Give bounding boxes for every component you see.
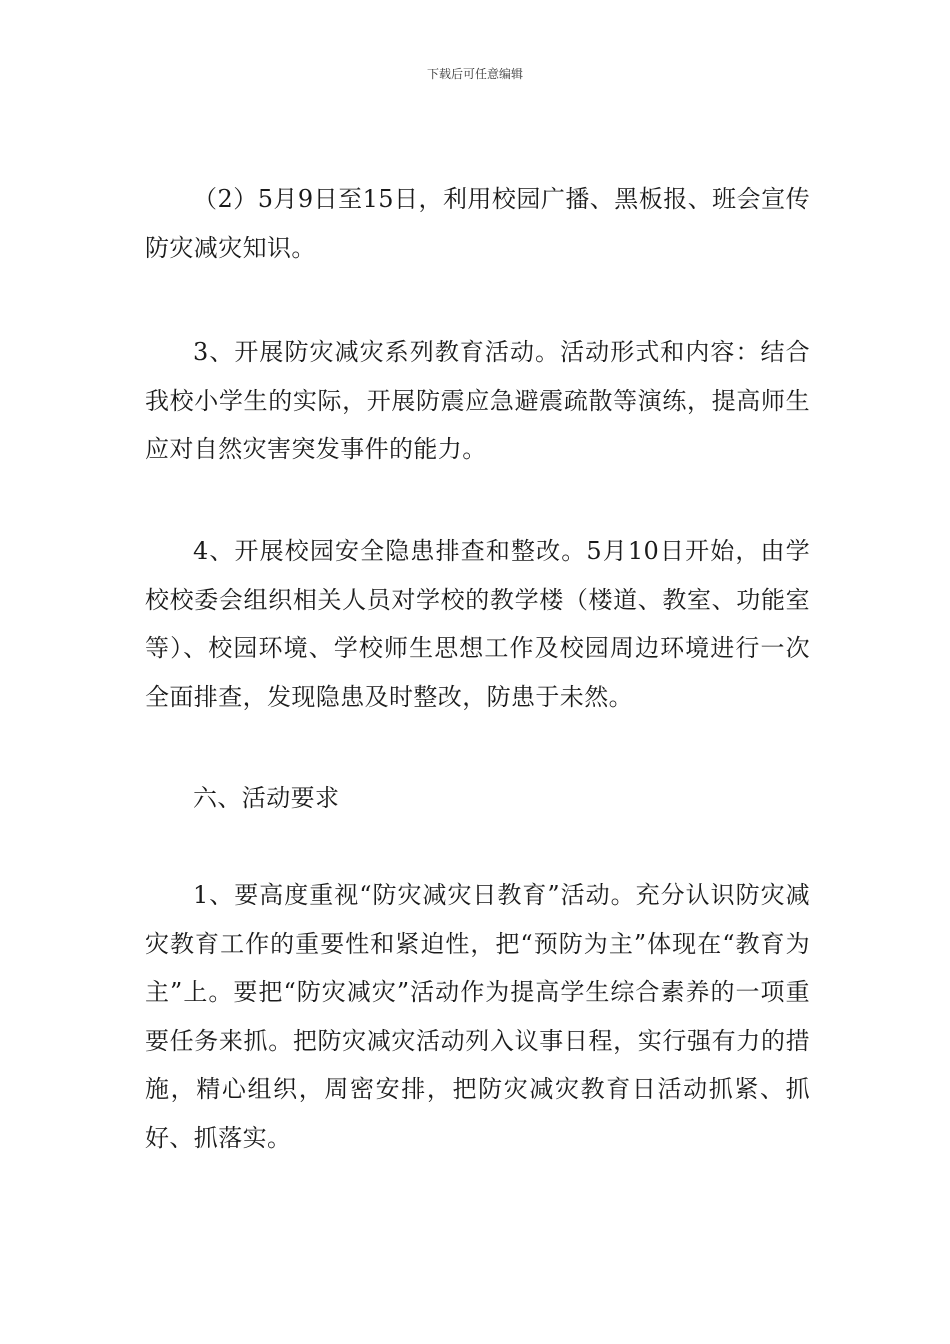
section-heading-requirements: 六、活动要求 (193, 784, 340, 812)
paragraph-requirement-1: 1、要高度重视“防灾减灾日教育”活动。充分认识防灾减灾教育工作的重要性和紧迫性，把“预防为主”体现在“教育为主”上。要把“防灾减灾”活动作为提高学生综合素养的一项重要任务来抓。把防灾减灾活动列入议事日程，实行强有力的措施，精心组织，周密安排，把防灾减灾教育日活动抓紧、抓好、抓落实。 (145, 881, 810, 1152)
header-note: 下载后可任意编辑 (426, 67, 523, 81)
paragraph-publicity: （2）5月9日至15日，利用校园广播、黑板报、班会宣传防灾减灾知识。 (145, 185, 810, 262)
paragraph-safety-inspection: 4、开展校园安全隐患排查和整改。5月10日开始，由学校校委会组织相关人员对学校的教学楼（楼道、教室、功能室等）、校园环境、学校师生思想工作及校园周边环境进行一次全面排查，发现隐患及时整改，防患于未然。 (145, 537, 810, 711)
paragraph-education-activities: 3、开展防灾减灾系列教育活动。活动形式和内容：结合我校小学生的实际，开展防震应急避震疏散等演练，提高师生应对自然灾害突发事件的能力。 (145, 338, 810, 463)
